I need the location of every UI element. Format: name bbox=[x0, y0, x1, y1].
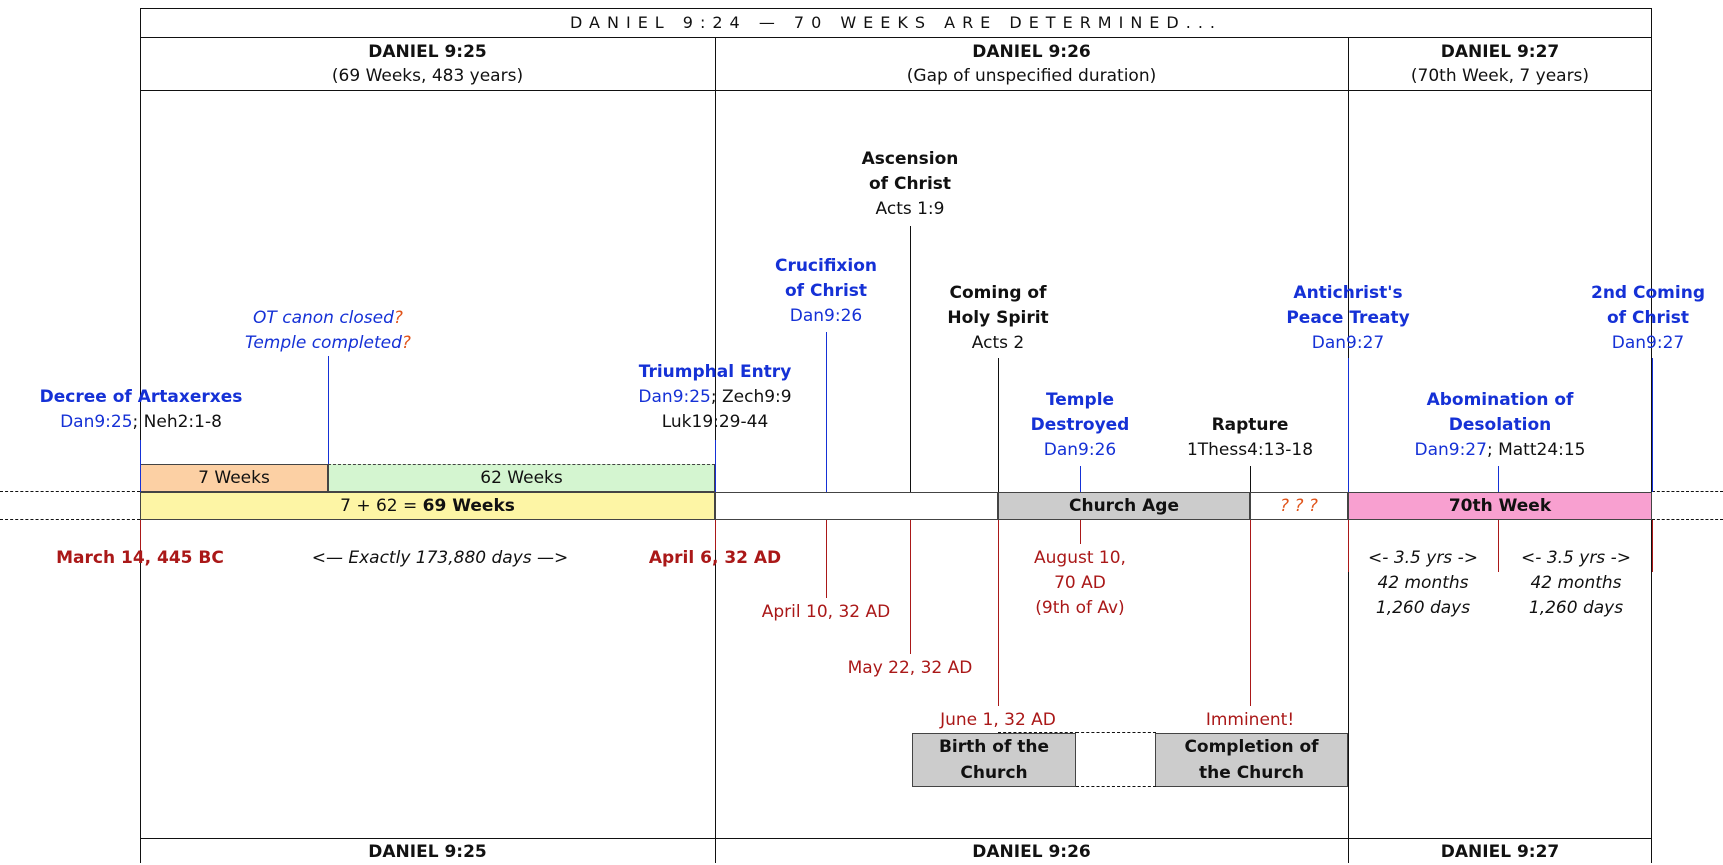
event-ascension bbox=[830, 147, 990, 222]
marker-abomination-upper bbox=[1498, 466, 1499, 492]
event-abomination-ref-blue: Dan9:27 bbox=[1414, 440, 1487, 460]
marker-ot-canon-upper bbox=[328, 356, 329, 464]
footer-col1: DANIEL 9:25 bbox=[368, 842, 487, 862]
event-holy-spirit bbox=[918, 281, 1078, 356]
marker-temple-lower bbox=[1080, 520, 1081, 544]
event-triumphal-ref2: Luk19:29-44 bbox=[661, 412, 769, 432]
header-divider bbox=[140, 90, 1652, 91]
date-may22: May 22, 32 AD bbox=[847, 658, 973, 678]
half-second bbox=[1503, 546, 1649, 621]
date-august-line3: (9th of Av) bbox=[1035, 598, 1125, 618]
col1-title: DANIEL 9:25 bbox=[368, 42, 487, 62]
event-ot-canon-line1: OT canon closed bbox=[253, 308, 394, 328]
box-completion-of-church bbox=[1155, 733, 1348, 787]
box-birth-line1: Birth of the bbox=[938, 737, 1050, 757]
event-peace-treaty bbox=[1258, 281, 1438, 356]
event-triumphal-title: Triumphal Entry bbox=[638, 362, 792, 382]
box-completion-line1: Completion of bbox=[1184, 737, 1319, 757]
event-second-coming-ref: Dan9:27 bbox=[1611, 333, 1685, 353]
event-decree-title: Decree of Artaxerxes bbox=[39, 387, 243, 407]
col2-title: DANIEL 9:26 bbox=[972, 42, 1091, 62]
col3-title: DANIEL 9:27 bbox=[1440, 42, 1560, 62]
footer-divider bbox=[140, 838, 1652, 839]
event-rapture-ref: 1Thess4:13-18 bbox=[1186, 440, 1314, 460]
box-birth-line2: Church bbox=[960, 763, 1028, 783]
half-first-line1: <- 3.5 yrs -> bbox=[1368, 548, 1478, 568]
event-rapture-title: Rapture bbox=[1211, 415, 1289, 435]
event-peace-line1: Antichrist's bbox=[1293, 283, 1403, 303]
church-connector-dash-top-left bbox=[998, 732, 1078, 733]
bar-seventieth-week bbox=[1348, 492, 1652, 520]
title-divider bbox=[140, 37, 1652, 38]
footer-col3: DANIEL 9:27 bbox=[1440, 842, 1560, 862]
half-first-line3: 1,260 days bbox=[1375, 598, 1471, 618]
marker-rapture-upper bbox=[1250, 466, 1251, 492]
event-crucifixion-ref: Dan9:26 bbox=[789, 306, 863, 326]
event-temple-line1: Temple bbox=[1045, 390, 1115, 410]
event-holy-spirit-line1: Coming of bbox=[949, 283, 1047, 303]
event-triumphal-ref-blue: Dan9:25 bbox=[638, 387, 711, 407]
date-april6: April 6, 32 AD bbox=[648, 548, 782, 568]
event-ot-canon-line2: Temple completed bbox=[245, 333, 402, 353]
question-marks: ? ? ? bbox=[1280, 496, 1318, 516]
half-second-line1: <- 3.5 yrs -> bbox=[1521, 548, 1631, 568]
marker-decree-upper bbox=[140, 440, 141, 492]
bar-gap bbox=[715, 492, 998, 520]
date-june1: June 1, 32 AD bbox=[940, 710, 1056, 730]
marker-crucifixion-lower bbox=[826, 520, 827, 598]
marker-peace-lower bbox=[1348, 520, 1349, 572]
bar-sixtynine-weeks bbox=[140, 492, 715, 520]
bar-seventieth-label: 70th Week bbox=[1448, 496, 1552, 516]
event-second-coming-line2: of Christ bbox=[1606, 308, 1690, 328]
event-ot-canon-q1: ? bbox=[393, 308, 403, 328]
bar-unknown-gap bbox=[1250, 492, 1348, 520]
bar-seven-weeks-label: 7 Weeks bbox=[198, 468, 270, 488]
event-second-coming bbox=[1573, 281, 1723, 356]
date-april10: April 10, 32 AD bbox=[761, 602, 891, 622]
marker-triumphal-upper bbox=[715, 440, 716, 492]
date-august10 bbox=[1000, 546, 1160, 621]
marker-temple-upper bbox=[1080, 466, 1081, 492]
timeline-dash-bottom-left bbox=[0, 519, 140, 520]
event-triumphal-ref-black: ; Zech9:9 bbox=[710, 387, 792, 407]
event-crucifixion-line1: Crucifixion bbox=[774, 256, 878, 276]
main-title: DANIEL 9:24 — 70 WEEKS ARE DETERMINED... bbox=[570, 13, 1222, 32]
event-holy-spirit-line2: Holy Spirit bbox=[947, 308, 1049, 328]
marker-crucifixion-upper bbox=[826, 332, 827, 492]
bar-sixtytwo-weeks bbox=[328, 464, 715, 492]
col3-subtitle: (70th Week, 7 years) bbox=[1410, 66, 1590, 86]
col1-subtitle: (69 Weeks, 483 years) bbox=[331, 66, 524, 86]
half-first-line2: 42 months bbox=[1377, 573, 1469, 593]
box-completion-line2: the Church bbox=[1199, 763, 1304, 783]
church-connector-dash-bottom bbox=[1076, 786, 1156, 787]
marker-abomination-lower bbox=[1498, 520, 1499, 572]
event-decree bbox=[0, 385, 282, 435]
half-second-line2: 42 months bbox=[1530, 573, 1622, 593]
marker-second-coming-lower bbox=[1652, 520, 1653, 572]
event-ascension-line1: Ascension bbox=[861, 149, 959, 169]
event-abomination-line1: Abomination of bbox=[1426, 390, 1574, 410]
event-peace-line2: Peace Treaty bbox=[1286, 308, 1410, 328]
date-imminent: Imminent! bbox=[1205, 710, 1295, 730]
church-connector-dash-top bbox=[1076, 732, 1156, 733]
bar-sixtynine-bold: 69 Weeks bbox=[422, 496, 515, 516]
marker-ascension-upper bbox=[910, 226, 911, 492]
half-second-line3: 1,260 days bbox=[1528, 598, 1624, 618]
event-ot-canon bbox=[178, 306, 478, 356]
footer-col2: DANIEL 9:26 bbox=[972, 842, 1091, 862]
box-birth-of-church bbox=[912, 733, 1076, 787]
event-second-coming-line1: 2nd Coming bbox=[1591, 283, 1705, 303]
event-temple-ref: Dan9:26 bbox=[1043, 440, 1117, 460]
event-holy-spirit-ref: Acts 2 bbox=[971, 333, 1025, 353]
timeline-dash-bottom-right bbox=[1652, 519, 1723, 520]
bar-church-age-label: Church Age bbox=[1068, 496, 1180, 516]
bar-sixtynine-prefix: 7 + 62 = bbox=[340, 496, 423, 516]
bar-seven-weeks bbox=[140, 464, 328, 492]
event-crucifixion-line2: of Christ bbox=[784, 281, 868, 301]
event-ascension-ref: Acts 1:9 bbox=[875, 199, 945, 219]
event-decree-ref-black: ; Neh2:1-8 bbox=[132, 412, 222, 432]
event-ascension-line2: of Christ bbox=[868, 174, 952, 194]
event-peace-ref: Dan9:27 bbox=[1311, 333, 1385, 353]
date-august-line1: August 10, bbox=[1034, 548, 1126, 568]
col2-subtitle: (Gap of unspecified duration) bbox=[906, 66, 1157, 86]
marker-peace-upper bbox=[1348, 358, 1349, 492]
event-crucifixion bbox=[746, 254, 906, 329]
timeline-dash-top-right bbox=[1652, 491, 1723, 492]
event-ot-canon-q2: ? bbox=[401, 333, 411, 353]
marker-rapture-lower bbox=[1250, 520, 1251, 706]
event-temple-line2: Destroyed bbox=[1030, 415, 1130, 435]
date-august-line2: 70 AD bbox=[1054, 573, 1106, 593]
event-abomination-ref-black: ; Matt24:15 bbox=[1486, 440, 1586, 460]
half-first bbox=[1352, 546, 1494, 621]
event-abomination bbox=[1390, 388, 1610, 463]
event-decree-ref bbox=[0, 410, 282, 435]
event-decree-ref-blue: Dan9:25 bbox=[60, 412, 133, 432]
event-triumphal-entry bbox=[605, 360, 825, 435]
event-rapture bbox=[1160, 413, 1340, 463]
bar-sixtytwo-weeks-label: 62 Weeks bbox=[480, 468, 563, 488]
marker-ascension-lower bbox=[910, 520, 911, 654]
date-march-445bc: March 14, 445 BC bbox=[56, 548, 224, 568]
exactly-days: <— Exactly 173,880 days —> bbox=[311, 548, 569, 568]
bar-church-age bbox=[998, 492, 1250, 520]
event-abomination-line2: Desolation bbox=[1448, 415, 1552, 435]
marker-second-coming-upper bbox=[1652, 358, 1653, 492]
timeline-dash-top-left bbox=[0, 491, 140, 492]
event-temple-destroyed bbox=[1010, 388, 1150, 463]
marker-holy-spirit-upper bbox=[998, 358, 999, 492]
